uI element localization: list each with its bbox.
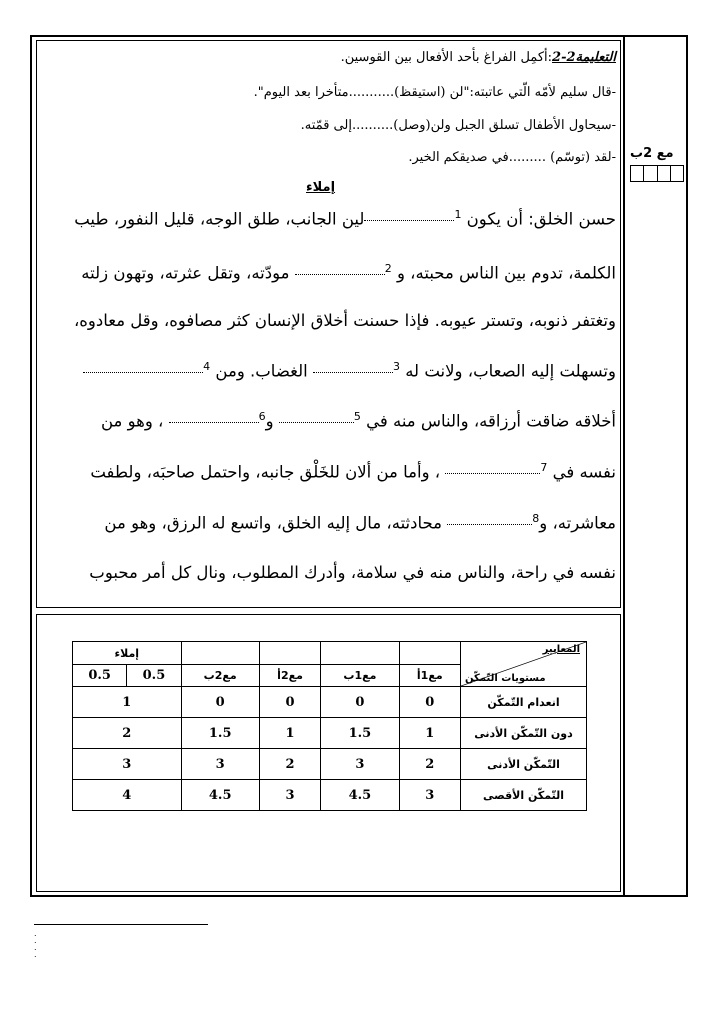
blank-2[interactable] <box>295 273 385 275</box>
exercise-instruction: :أكمِل الفراغ بأحد الأفعال بين القوسين. <box>340 50 553 65</box>
imla-sub-1: 0.5 <box>127 665 181 687</box>
col-m2b: مع2ب <box>181 665 259 687</box>
blank-5[interactable] <box>279 421 354 423</box>
exercise-line-1: -قال سليم لأمّه الّتي عاتبته:"لن (استيقظ)...........متأخرا بعد اليوم". <box>253 85 616 100</box>
exercise-line-3: -لقد (توسّم) .........في صديقكم الخير. <box>408 150 616 165</box>
imla-sub-2: 0.5 <box>73 665 127 687</box>
header-levels: مستويات التّمكّن <box>465 673 546 684</box>
header-criteria: المعايير <box>542 644 580 655</box>
dictation-line-6: نفسه في $^7$ ، وأما من ألان للخَلْق جانبه، واحتمل صاحبَه، ولطفت <box>90 461 616 482</box>
column-divider <box>623 35 625 897</box>
dictation-line-8: نفسه في راحة، والناس منه في سلامة، وأدرك المطلوب، ونال كل أمر محبوب <box>89 563 616 582</box>
table-row: التّمكّن الأقصى 3 4.5 3 4.5 4 <box>73 780 587 811</box>
blank-1[interactable] <box>364 219 454 221</box>
footnote-separator <box>34 924 208 925</box>
dictation-title: إملاء <box>306 180 336 195</box>
dictation-line-4: وتسهلت إليه الصعاب، ولانت له $^3$ الغضاب. ومن $^4$ <box>83 360 616 381</box>
col-m1b: مع1ب <box>321 665 399 687</box>
col-m1a: مع1أ <box>399 665 460 687</box>
dictation-line-2: الكلمة، تدوم بين الناس محبته، و $^2$ مودّته، وتقل عثرته، وتهون زلته <box>81 262 616 283</box>
imla-header: إملاء <box>73 642 182 665</box>
blank-6[interactable] <box>169 421 259 423</box>
dictation-line-1: حسن الخلق: أن يكون $^1$لين الجانب، طلق الوجه، قليل النفور، طيب <box>74 208 616 229</box>
table-row: انعدام التّمكّن 0 0 0 0 1 <box>73 687 587 718</box>
blank-4[interactable] <box>83 371 203 373</box>
empty-header <box>399 642 460 665</box>
footnote-dots: . . . . <box>34 929 37 959</box>
exercise-line-2: -سيحاول الأطفال تسلق الجبل ولن(وصل)..........إلى قمّته. <box>300 118 616 133</box>
blank-8[interactable] <box>447 523 532 525</box>
dictation-line-5: أخلاقه ضاقت أرزاقه، والناس منه في $^5$ و$^6$ ، وهو من <box>100 410 616 431</box>
blank-3[interactable] <box>313 371 393 373</box>
side-criterion-label: مع 2ب <box>630 146 674 161</box>
dictation-line-3: وتغتفر ذنوبه، وتستر عيوبه. فإذا حسنت أخلاق الإنسان كثر مصافوه، وقل معادوه، <box>73 311 616 330</box>
col-m2a: مع2أ <box>259 665 320 687</box>
table-row: التّمكّن الأدنى 2 3 2 3 3 <box>73 749 587 780</box>
exercise-title: التعليمة2-2 <box>552 50 616 65</box>
blank-7[interactable] <box>445 472 540 474</box>
table-row: دون التّمكّن الأدنى 1 1.5 1 1.5 2 <box>73 718 587 749</box>
criteria-table <box>72 641 587 811</box>
dictation-line-7: معاشرته، و$^8$ محادثته، مال إليه الخلق، واتسع له الرزق، وهو من <box>104 512 616 533</box>
criteria-header-cell <box>461 642 587 687</box>
exercise-header <box>341 50 616 65</box>
score-boxes <box>630 165 684 182</box>
